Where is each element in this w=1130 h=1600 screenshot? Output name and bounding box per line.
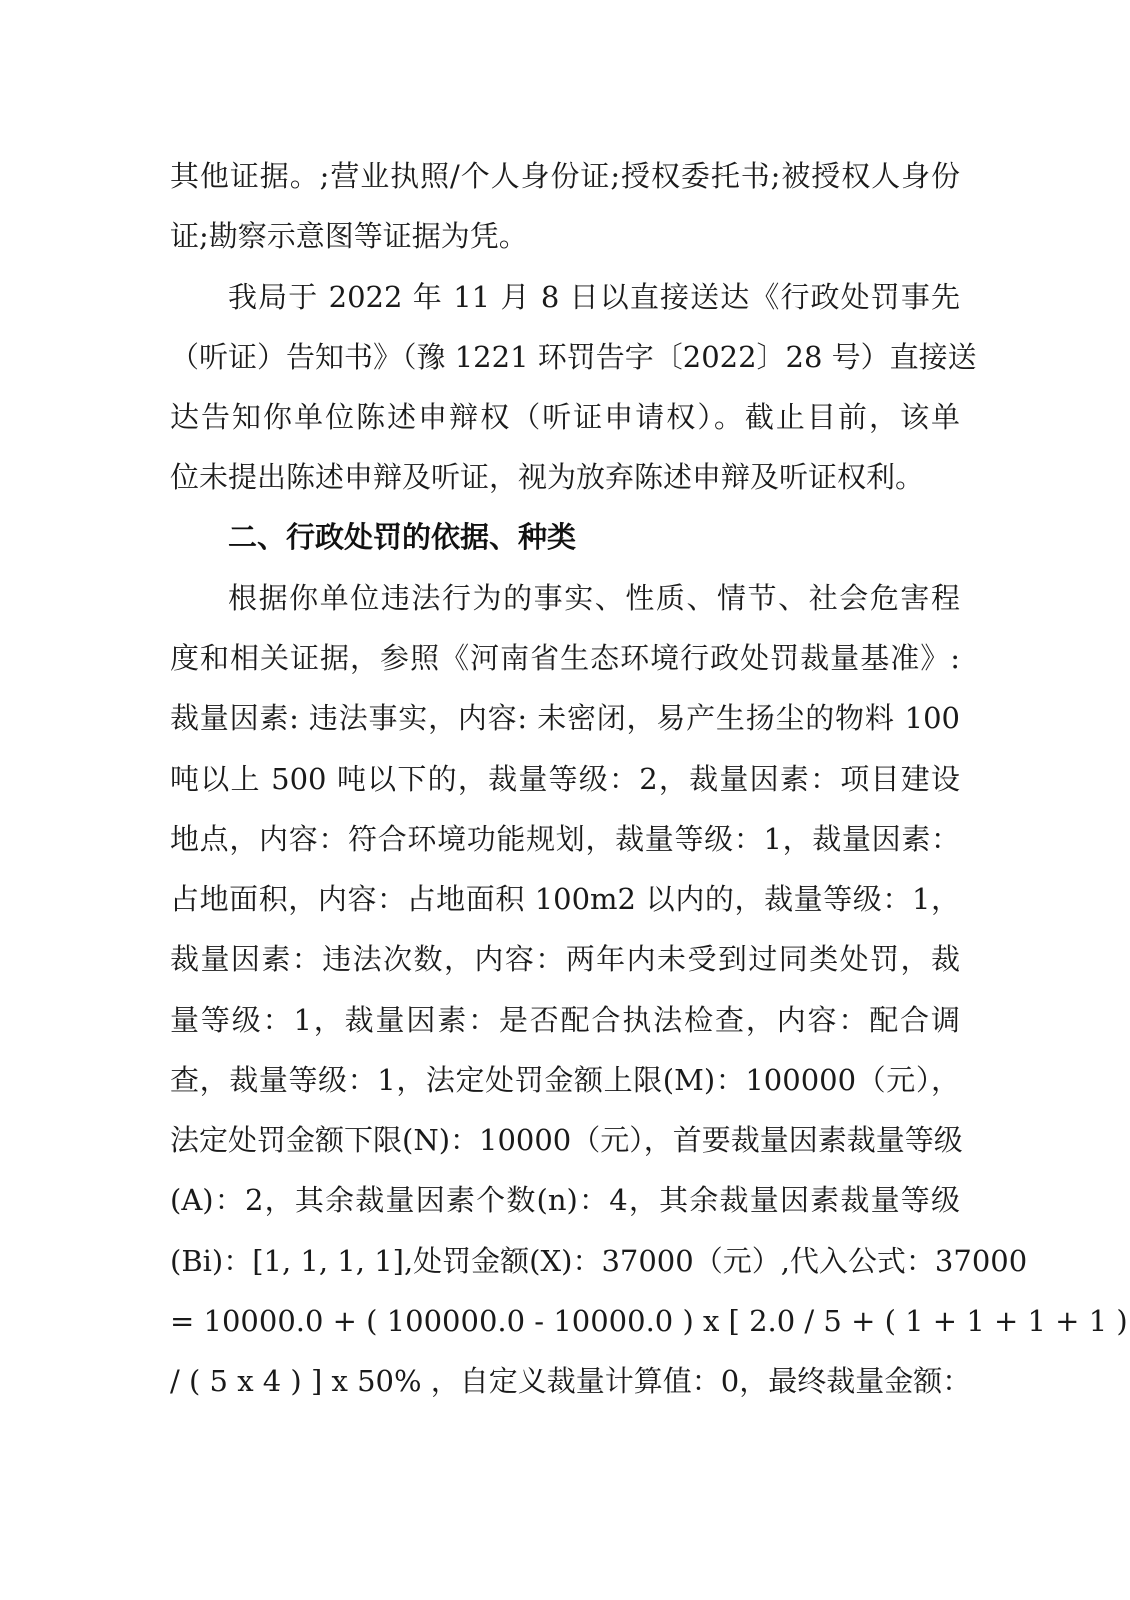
text-line-10: 裁量因素: 违法事实，内容: 未密闭，易产生扬尘的物料 100: [170, 701, 960, 735]
text-line-20: = 10000.0 + ( 100000.0 - 10000.0 ) x [ 2.0 / 5 + ( 1 + 1 + 1 + 1 ): [170, 1304, 1128, 1338]
text-line-9: 度和相关证据，参照《河南省生态环境行政处罚裁量基准》:: [170, 641, 960, 675]
text-line-3: 我局于 2022 年 11 月 8 日以直接送达《行政处罚事先: [228, 280, 960, 314]
text-line-2: 证;勘察示意图等证据为凭。: [170, 219, 528, 253]
text-line-12: 地点，内容：符合环境功能规划，裁量等级：1，裁量因素：: [170, 822, 960, 856]
text-line-17: 法定处罚金额下限(N)：10000（元），首要裁量因素裁量等级: [170, 1123, 963, 1157]
text-line-14: 裁量因素：违法次数，内容：两年内未受到过同类处罚，裁: [170, 942, 960, 976]
text-line-19: (Bi)：[1, 1, 1, 1],处罚金额(X)：37000（元）,代入公式：37000: [170, 1244, 1028, 1278]
text-line-15: 量等级：1，裁量因素：是否配合执法检查，内容：配合调: [170, 1003, 960, 1037]
section-heading: 二、行政处罚的依据、种类: [228, 520, 577, 554]
text-line-21: / ( 5 x 4 ) ] x 50% ，自定义裁量计算值：0，最终裁量金额：: [170, 1364, 972, 1398]
text-line-6: 位未提出陈述申辩及听证，视为放弃陈述申辩及听证权利。: [170, 460, 925, 494]
text-line-8: 根据你单位违法行为的事实、性质、情节、社会危害程: [228, 581, 960, 615]
text-line-18: (A)：2，其余裁量因素个数(n)：4，其余裁量因素裁量等级: [170, 1183, 960, 1217]
text-line-11: 吨以上 500 吨以下的，裁量等级：2，裁量因素：项目建设: [170, 762, 960, 796]
text-line-5: 达告知你单位陈述申辩权（听证申请权）。截止目前，该单: [170, 400, 960, 434]
text-line-13: 占地面积，内容：占地面积 100m2 以内的，裁量等级：1，: [170, 882, 960, 916]
text-line-4: （听证）告知书》（豫 1221 环罚告字〔2022〕28 号）直接送: [170, 340, 977, 374]
text-line-1: 其他证据。;营业执照/个人身份证;授权委托书;被授权人身份: [170, 159, 960, 193]
text-line-16: 查，裁量等级：1，法定处罚金额上限(M)：100000（元），: [170, 1063, 960, 1097]
